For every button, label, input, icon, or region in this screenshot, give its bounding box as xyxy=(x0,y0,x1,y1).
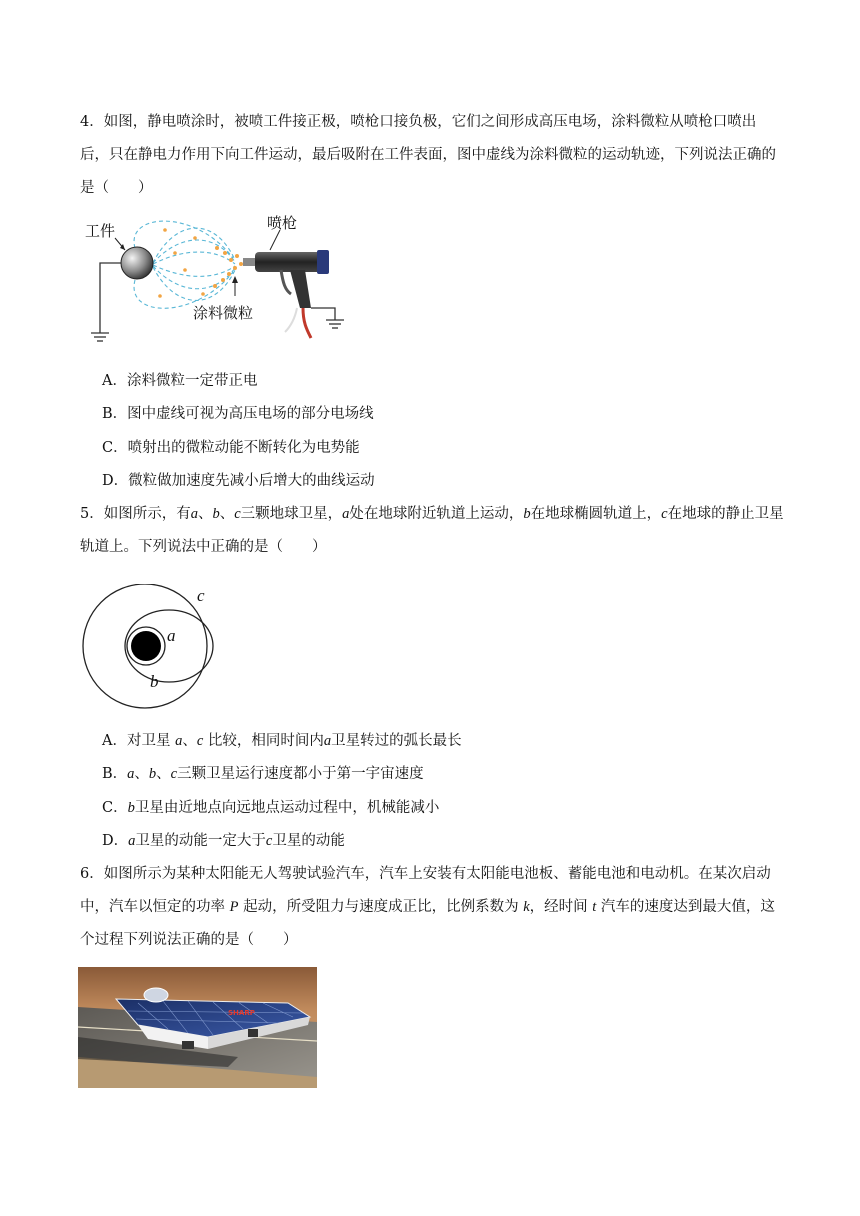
orbit-c-label: c xyxy=(197,586,205,605)
q4-option-a: A．涂料微粒一定带正电 xyxy=(102,373,258,389)
q4-option-b: B．图中虚线可视为高压电场的部分电场线 xyxy=(102,406,374,422)
spray-gun-label: 喷枪 xyxy=(267,214,298,232)
q5-option-d: D．a卫星的动能一定大于c卫星的动能 xyxy=(102,833,345,849)
q5-stem: 5．如图所示，有a、b、c三颗地球卫星，a处在地球附近轨道上运动，b在地球椭圆轨道上，c在地球的静止卫星轨道上。下列说法中正确的是（ ） xyxy=(80,506,784,555)
q5-option-a: A．对卫星 a、c 比较，相同时间内a卫星转过的弧长最长 xyxy=(102,733,462,749)
paint-particles-label: 涂料微粒 xyxy=(193,304,254,322)
q5-figure xyxy=(78,584,218,714)
q6-solar-car-photo xyxy=(78,967,317,1088)
q5-option-c: C．b卫星由近地点向远地点运动过程中，机械能减小 xyxy=(102,800,440,816)
workpiece-label: 工件 xyxy=(85,222,116,240)
earth-icon xyxy=(131,631,161,661)
q4-stem: 4．如图，静电喷涂时，被喷工件接正极，喷枪口接负极，它们之间形成高压电场，涂料微粒从喷枪口喷出后，只在静电力作用下向工件运动，最后吸附在工件表面，图中虚线为涂料微粒的运动轨迹，下列说法正确的是（ ） xyxy=(80,114,776,196)
car-sponsor-logo: SHARP xyxy=(228,1009,255,1017)
q6-stem: 6．如图所示为某种太阳能无人驾驶试验汽车，汽车上安装有太阳能电池板、蓄能电池和电动机。在某次启动中，汽车以恒定的功率 P 起动，所受阻力与速度成正比，比例系数为 k，经时间 t 汽车的速度达到最大值，这个过程下列说法正确的是（ ） xyxy=(80,866,775,948)
orbit-b-label: b xyxy=(150,672,159,691)
q4-figure xyxy=(85,208,365,358)
electrostatic-spray-diagram xyxy=(85,208,365,358)
q5-option-b: B．a、b、c三颗卫星运行速度都小于第一宇宙速度 xyxy=(102,766,424,782)
q4-option-d: D．微粒做加速度先减小后增大的曲线运动 xyxy=(102,473,375,489)
orbit-a-label: a xyxy=(167,626,176,645)
solar-car-image xyxy=(78,967,317,1088)
q4-option-c: C．喷射出的微粒动能不断转化为电势能 xyxy=(102,440,360,456)
